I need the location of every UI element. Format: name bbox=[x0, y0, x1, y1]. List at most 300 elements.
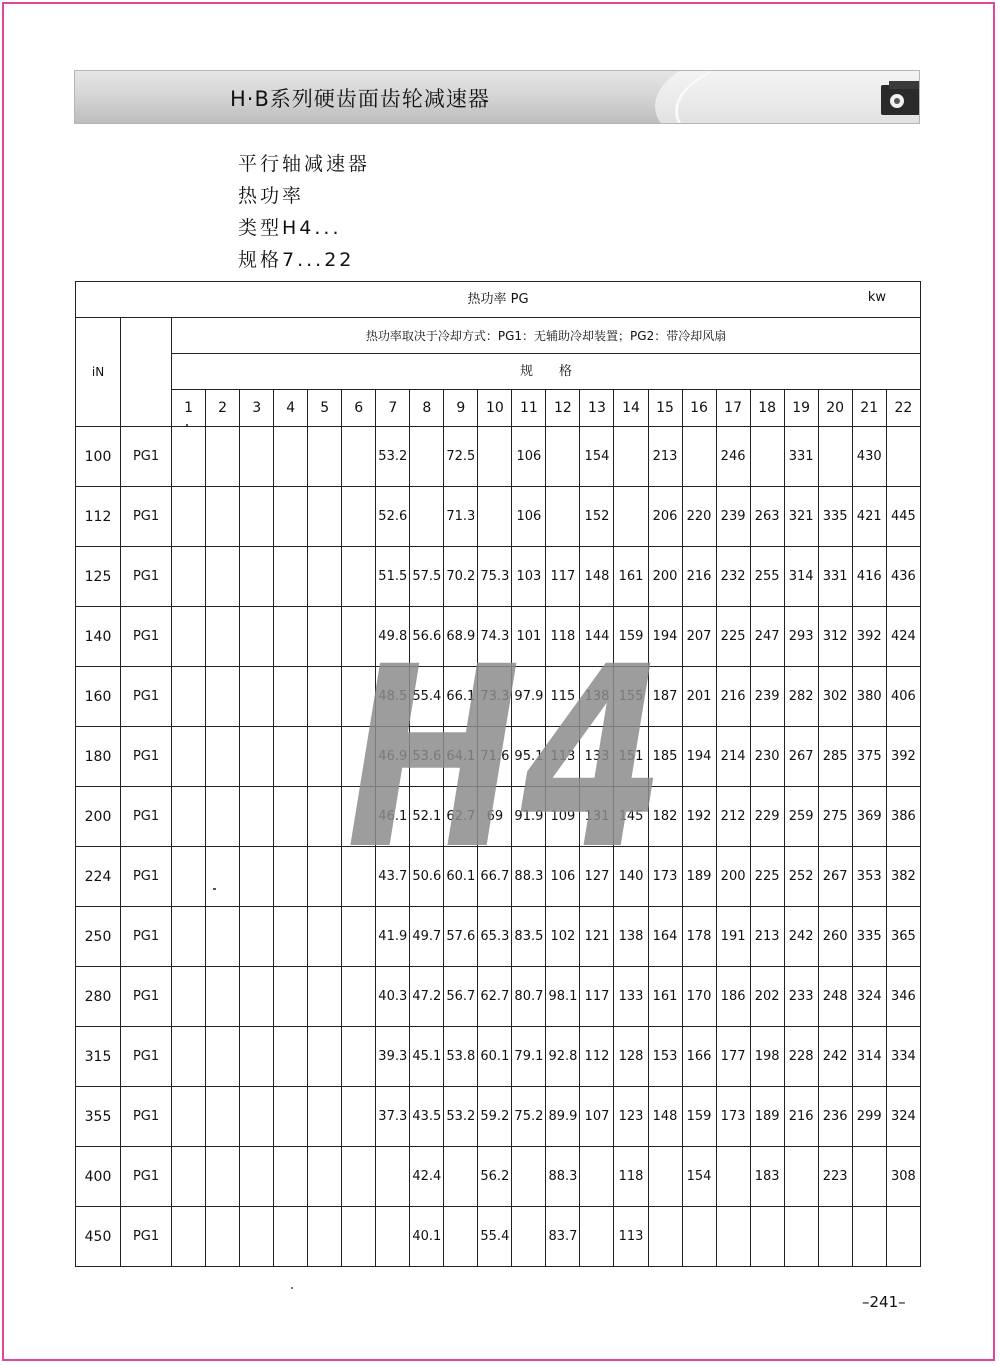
value-cell: 206 bbox=[648, 487, 682, 547]
value-cell: 260 bbox=[818, 907, 852, 967]
value-cell: 159 bbox=[614, 607, 648, 667]
type-cell: PG1 bbox=[121, 1207, 172, 1267]
value-cell: 207 bbox=[682, 607, 716, 667]
value-cell: 112 bbox=[580, 1027, 614, 1087]
value-cell bbox=[274, 967, 308, 1027]
value-cell bbox=[308, 607, 342, 667]
page-number: –241– bbox=[862, 1293, 906, 1311]
intro-line-4: 规格7...22 bbox=[238, 249, 355, 271]
value-cell: 118 bbox=[614, 1147, 648, 1207]
value-cell: 43.7 bbox=[376, 847, 410, 907]
table-row bbox=[76, 1027, 921, 1087]
size-header-17: 17 bbox=[716, 390, 750, 427]
value-cell: 200 bbox=[716, 847, 750, 907]
type-cell: PG1 bbox=[121, 907, 172, 967]
type-cell: PG1 bbox=[121, 427, 172, 487]
value-cell: 189 bbox=[750, 1087, 784, 1147]
value-cell: 229 bbox=[750, 787, 784, 847]
value-cell: 128 bbox=[614, 1027, 648, 1087]
table-row bbox=[76, 967, 921, 1027]
value-cell: 55.4 bbox=[478, 1207, 512, 1267]
value-cell: 246 bbox=[716, 427, 750, 487]
value-cell: 48.5 bbox=[376, 667, 410, 727]
value-cell bbox=[308, 1027, 342, 1087]
value-cell bbox=[342, 547, 376, 607]
value-cell: 212 bbox=[716, 787, 750, 847]
value-cell: 242 bbox=[784, 907, 818, 967]
value-cell: 117 bbox=[580, 967, 614, 1027]
value-cell: 88.3 bbox=[512, 847, 546, 907]
value-cell bbox=[308, 427, 342, 487]
value-cell: 314 bbox=[852, 1027, 886, 1087]
value-cell bbox=[342, 1147, 376, 1207]
value-cell bbox=[240, 1207, 274, 1267]
value-cell bbox=[342, 487, 376, 547]
value-cell: 52.1 bbox=[410, 787, 444, 847]
value-cell: 75.3 bbox=[478, 547, 512, 607]
value-cell bbox=[614, 427, 648, 487]
value-cell: 159 bbox=[682, 1087, 716, 1147]
ratio-cell: 160 bbox=[76, 667, 121, 727]
size-header-13: 13 bbox=[580, 390, 614, 427]
value-cell: 98.1 bbox=[546, 967, 580, 1027]
value-cell: 40.3 bbox=[376, 967, 410, 1027]
value-cell bbox=[274, 547, 308, 607]
value-cell bbox=[410, 487, 444, 547]
value-cell: 60.1 bbox=[444, 847, 478, 907]
value-cell: 57.6 bbox=[444, 907, 478, 967]
value-cell bbox=[274, 607, 308, 667]
value-cell: 102 bbox=[546, 907, 580, 967]
value-cell: 324 bbox=[852, 967, 886, 1027]
value-cell: 83.5 bbox=[512, 907, 546, 967]
value-cell: 50.6 bbox=[410, 847, 444, 907]
type-cell: PG1 bbox=[121, 607, 172, 667]
value-cell bbox=[444, 1207, 478, 1267]
value-cell: 166 bbox=[682, 1027, 716, 1087]
value-cell: 220 bbox=[682, 487, 716, 547]
in-label: iN bbox=[76, 318, 121, 427]
value-cell bbox=[580, 1207, 614, 1267]
value-cell: 89.9 bbox=[546, 1087, 580, 1147]
value-cell bbox=[444, 1147, 478, 1207]
value-cell: 52.6 bbox=[376, 487, 410, 547]
table-row bbox=[76, 487, 921, 547]
value-cell: 121 bbox=[580, 907, 614, 967]
value-cell: 225 bbox=[716, 607, 750, 667]
value-cell: 115 bbox=[546, 667, 580, 727]
value-cell: 382 bbox=[886, 847, 920, 907]
value-cell bbox=[274, 427, 308, 487]
value-cell: 56.7 bbox=[444, 967, 478, 1027]
value-cell bbox=[172, 667, 206, 727]
value-cell: 140 bbox=[614, 847, 648, 907]
value-cell bbox=[648, 1147, 682, 1207]
value-cell: 392 bbox=[852, 607, 886, 667]
value-cell: 106 bbox=[512, 487, 546, 547]
value-cell bbox=[546, 487, 580, 547]
value-cell: 153 bbox=[648, 1027, 682, 1087]
value-cell: 118 bbox=[546, 607, 580, 667]
value-cell: 228 bbox=[784, 1027, 818, 1087]
value-cell: 53.6 bbox=[410, 727, 444, 787]
value-cell bbox=[172, 607, 206, 667]
value-cell: 45.1 bbox=[410, 1027, 444, 1087]
value-cell: 49.8 bbox=[376, 607, 410, 667]
value-cell bbox=[206, 487, 240, 547]
value-cell bbox=[852, 1147, 886, 1207]
ratio-cell: 250 bbox=[76, 907, 121, 967]
value-cell: 145 bbox=[614, 787, 648, 847]
value-cell: 282 bbox=[784, 667, 818, 727]
value-cell bbox=[274, 847, 308, 907]
value-cell: 424 bbox=[886, 607, 920, 667]
size-header-12: 12 bbox=[546, 390, 580, 427]
value-cell: 53.8 bbox=[444, 1027, 478, 1087]
value-cell: 321 bbox=[784, 487, 818, 547]
value-cell: 113 bbox=[546, 727, 580, 787]
value-cell: 56.6 bbox=[410, 607, 444, 667]
value-cell: 201 bbox=[682, 667, 716, 727]
value-cell bbox=[818, 1207, 852, 1267]
type-cell: PG1 bbox=[121, 1087, 172, 1147]
value-cell: 46.9 bbox=[376, 727, 410, 787]
value-cell bbox=[308, 847, 342, 907]
value-cell bbox=[478, 427, 512, 487]
value-cell bbox=[342, 727, 376, 787]
value-cell bbox=[274, 667, 308, 727]
table-row bbox=[76, 787, 921, 847]
value-cell: 335 bbox=[818, 487, 852, 547]
value-cell: 214 bbox=[716, 727, 750, 787]
value-cell bbox=[206, 1207, 240, 1267]
value-cell: 331 bbox=[784, 427, 818, 487]
value-cell: 113 bbox=[614, 1207, 648, 1267]
value-cell: 248 bbox=[818, 967, 852, 1027]
value-cell bbox=[308, 1087, 342, 1147]
value-cell: 60.1 bbox=[478, 1027, 512, 1087]
value-cell: 239 bbox=[716, 487, 750, 547]
value-cell: 127 bbox=[580, 847, 614, 907]
value-cell: 148 bbox=[580, 547, 614, 607]
value-cell: 97.9 bbox=[512, 667, 546, 727]
value-cell bbox=[206, 1027, 240, 1087]
table-subtitle: 热功率取决于冷却方式：PG1：无辅助冷却装置；PG2：带冷却风扇 bbox=[172, 318, 921, 354]
ratio-cell: 450 bbox=[76, 1207, 121, 1267]
value-cell bbox=[172, 1027, 206, 1087]
value-cell: 353 bbox=[852, 847, 886, 907]
value-cell bbox=[240, 847, 274, 907]
size-header-1: 1 bbox=[172, 390, 206, 427]
value-cell: 152 bbox=[580, 487, 614, 547]
value-cell: 331 bbox=[818, 547, 852, 607]
value-cell: 198 bbox=[750, 1027, 784, 1087]
value-cell: 49.7 bbox=[410, 907, 444, 967]
value-cell bbox=[172, 1147, 206, 1207]
ratio-cell: 100 bbox=[76, 427, 121, 487]
type-cell: PG1 bbox=[121, 1147, 172, 1207]
value-cell bbox=[274, 1147, 308, 1207]
value-cell: 312 bbox=[818, 607, 852, 667]
value-cell: 64.1 bbox=[444, 727, 478, 787]
size-header-18: 18 bbox=[750, 390, 784, 427]
ratio-cell: 400 bbox=[76, 1147, 121, 1207]
value-cell: 123 bbox=[614, 1087, 648, 1147]
value-cell: 302 bbox=[818, 667, 852, 727]
value-cell bbox=[342, 907, 376, 967]
value-cell: 192 bbox=[682, 787, 716, 847]
size-header-8: 8 bbox=[410, 390, 444, 427]
value-cell bbox=[274, 487, 308, 547]
value-cell bbox=[240, 1087, 274, 1147]
thermal-power-table bbox=[75, 281, 921, 1267]
value-cell bbox=[240, 727, 274, 787]
value-cell bbox=[342, 607, 376, 667]
value-cell bbox=[886, 1207, 920, 1267]
ratio-cell: 224 bbox=[76, 847, 121, 907]
size-header-6: 6 bbox=[342, 390, 376, 427]
value-cell: 106 bbox=[546, 847, 580, 907]
intro-line-2: 热功率 bbox=[238, 185, 305, 207]
size-header-row bbox=[76, 390, 921, 427]
value-cell: 62.7 bbox=[444, 787, 478, 847]
value-cell: 267 bbox=[784, 727, 818, 787]
value-cell: 88.3 bbox=[546, 1147, 580, 1207]
value-cell bbox=[682, 1207, 716, 1267]
value-cell bbox=[172, 787, 206, 847]
value-cell bbox=[206, 787, 240, 847]
value-cell: 430 bbox=[852, 427, 886, 487]
ratio-cell: 140 bbox=[76, 607, 121, 667]
value-cell: 334 bbox=[886, 1027, 920, 1087]
value-cell bbox=[342, 1027, 376, 1087]
size-header-16: 16 bbox=[682, 390, 716, 427]
value-cell: 186 bbox=[716, 967, 750, 1027]
value-cell: 42.4 bbox=[410, 1147, 444, 1207]
value-cell: 386 bbox=[886, 787, 920, 847]
gear-reducer-icon bbox=[875, 79, 920, 119]
value-cell bbox=[308, 787, 342, 847]
value-cell bbox=[206, 1087, 240, 1147]
value-cell: 239 bbox=[750, 667, 784, 727]
value-cell: 106 bbox=[512, 427, 546, 487]
value-cell bbox=[172, 847, 206, 907]
value-cell: 154 bbox=[580, 427, 614, 487]
size-header-22: 22 bbox=[886, 390, 920, 427]
value-cell: 83.7 bbox=[546, 1207, 580, 1267]
value-cell bbox=[206, 907, 240, 967]
value-cell: 69 bbox=[478, 787, 512, 847]
value-cell bbox=[274, 1087, 308, 1147]
value-cell bbox=[716, 1207, 750, 1267]
value-cell: 161 bbox=[614, 547, 648, 607]
value-cell bbox=[308, 967, 342, 1027]
value-cell: 59.2 bbox=[478, 1087, 512, 1147]
value-cell: 416 bbox=[852, 547, 886, 607]
value-cell: 324 bbox=[886, 1087, 920, 1147]
value-cell bbox=[172, 1207, 206, 1267]
type-header bbox=[121, 318, 172, 427]
value-cell: 375 bbox=[852, 727, 886, 787]
header-title: H·B系列硬齿面齿轮减速器 bbox=[230, 87, 490, 111]
value-cell bbox=[206, 607, 240, 667]
value-cell: 51.5 bbox=[376, 547, 410, 607]
value-cell: 380 bbox=[852, 667, 886, 727]
value-cell: 66.1 bbox=[444, 667, 478, 727]
value-cell bbox=[274, 1207, 308, 1267]
value-cell bbox=[342, 967, 376, 1027]
value-cell bbox=[172, 487, 206, 547]
value-cell bbox=[308, 547, 342, 607]
value-cell: 285 bbox=[818, 727, 852, 787]
value-cell: 213 bbox=[648, 427, 682, 487]
intro-line-3: 类型H4... bbox=[238, 217, 342, 239]
value-cell bbox=[546, 427, 580, 487]
size-group-label: 规 格 bbox=[172, 354, 921, 390]
value-cell bbox=[376, 1207, 410, 1267]
value-cell: 161 bbox=[648, 967, 682, 1027]
value-cell: 164 bbox=[648, 907, 682, 967]
value-cell: 91.9 bbox=[512, 787, 546, 847]
value-cell: 66.7 bbox=[478, 847, 512, 907]
value-cell: 62.7 bbox=[478, 967, 512, 1027]
value-cell: 41.9 bbox=[376, 907, 410, 967]
value-cell: 144 bbox=[580, 607, 614, 667]
value-cell: 43.5 bbox=[410, 1087, 444, 1147]
value-cell: 73.3 bbox=[478, 667, 512, 727]
value-cell: 107 bbox=[580, 1087, 614, 1147]
value-cell bbox=[206, 1147, 240, 1207]
size-header-3: 3 bbox=[240, 390, 274, 427]
value-cell bbox=[206, 667, 240, 727]
value-cell bbox=[784, 1207, 818, 1267]
value-cell: 182 bbox=[648, 787, 682, 847]
value-cell: 436 bbox=[886, 547, 920, 607]
value-cell: 75.2 bbox=[512, 1087, 546, 1147]
size-header-11: 11 bbox=[512, 390, 546, 427]
watermark-text: H4 bbox=[346, 640, 666, 870]
value-cell: 92.8 bbox=[546, 1027, 580, 1087]
value-cell: 80.7 bbox=[512, 967, 546, 1027]
value-cell: 194 bbox=[682, 727, 716, 787]
type-cell: PG1 bbox=[121, 487, 172, 547]
value-cell: 233 bbox=[784, 967, 818, 1027]
table-row bbox=[76, 907, 921, 967]
value-cell: 56.2 bbox=[478, 1147, 512, 1207]
value-cell: 232 bbox=[716, 547, 750, 607]
table-row bbox=[76, 607, 921, 667]
value-cell: 133 bbox=[580, 727, 614, 787]
ratio-cell: 280 bbox=[76, 967, 121, 1027]
value-cell: 421 bbox=[852, 487, 886, 547]
value-cell: 138 bbox=[580, 667, 614, 727]
size-header-5: 5 bbox=[308, 390, 342, 427]
value-cell bbox=[274, 1027, 308, 1087]
value-cell bbox=[274, 727, 308, 787]
value-cell: 230 bbox=[750, 727, 784, 787]
value-cell bbox=[342, 1207, 376, 1267]
ratio-cell: 355 bbox=[76, 1087, 121, 1147]
value-cell: 202 bbox=[750, 967, 784, 1027]
value-cell: 46.1 bbox=[376, 787, 410, 847]
value-cell: 263 bbox=[750, 487, 784, 547]
value-cell: 71.6 bbox=[478, 727, 512, 787]
value-cell bbox=[614, 487, 648, 547]
value-cell: 155 bbox=[614, 667, 648, 727]
value-cell: 133 bbox=[614, 967, 648, 1027]
value-cell: 216 bbox=[716, 667, 750, 727]
value-cell bbox=[274, 787, 308, 847]
value-cell bbox=[682, 427, 716, 487]
intro-text bbox=[238, 148, 370, 276]
size-header-15: 15 bbox=[648, 390, 682, 427]
value-cell: 71.3 bbox=[444, 487, 478, 547]
value-cell: 183 bbox=[750, 1147, 784, 1207]
value-cell bbox=[342, 847, 376, 907]
value-cell bbox=[512, 1147, 546, 1207]
table-row bbox=[76, 1207, 921, 1267]
value-cell: 223 bbox=[818, 1147, 852, 1207]
value-cell: 255 bbox=[750, 547, 784, 607]
value-cell: 308 bbox=[886, 1147, 920, 1207]
value-cell: 154 bbox=[682, 1147, 716, 1207]
size-header-19: 19 bbox=[784, 390, 818, 427]
value-cell: 189 bbox=[682, 847, 716, 907]
value-cell: 170 bbox=[682, 967, 716, 1027]
value-cell bbox=[308, 487, 342, 547]
value-cell: 65.3 bbox=[478, 907, 512, 967]
value-cell bbox=[206, 547, 240, 607]
value-cell bbox=[342, 667, 376, 727]
value-cell bbox=[750, 427, 784, 487]
value-cell bbox=[512, 1207, 546, 1267]
value-cell bbox=[308, 667, 342, 727]
value-cell: 70.2 bbox=[444, 547, 478, 607]
value-cell: 53.2 bbox=[376, 427, 410, 487]
ratio-cell: 180 bbox=[76, 727, 121, 787]
value-cell: 40.1 bbox=[410, 1207, 444, 1267]
value-cell: 314 bbox=[784, 547, 818, 607]
value-cell bbox=[342, 1087, 376, 1147]
intro-line-1: 平行轴减速器 bbox=[238, 153, 371, 175]
value-cell bbox=[206, 727, 240, 787]
value-cell bbox=[240, 787, 274, 847]
value-cell: 39.3 bbox=[376, 1027, 410, 1087]
value-cell: 335 bbox=[852, 907, 886, 967]
value-cell bbox=[240, 427, 274, 487]
value-cell bbox=[172, 1087, 206, 1147]
header-banner bbox=[74, 70, 920, 124]
value-cell: 236 bbox=[818, 1087, 852, 1147]
ratio-cell: 125 bbox=[76, 547, 121, 607]
value-cell bbox=[172, 967, 206, 1027]
size-header-20: 20 bbox=[818, 390, 852, 427]
value-cell: 151 bbox=[614, 727, 648, 787]
size-header-2: 2 bbox=[206, 390, 240, 427]
value-cell: 185 bbox=[648, 727, 682, 787]
size-header-4: 4 bbox=[274, 390, 308, 427]
value-cell: 47.2 bbox=[410, 967, 444, 1027]
table-row bbox=[76, 1147, 921, 1207]
value-cell: 53.2 bbox=[444, 1087, 478, 1147]
value-cell bbox=[240, 607, 274, 667]
size-header-7: 7 bbox=[376, 390, 410, 427]
value-cell: 95.1 bbox=[512, 727, 546, 787]
table-row bbox=[76, 727, 921, 787]
type-cell: PG1 bbox=[121, 547, 172, 607]
ratio-cell: 112 bbox=[76, 487, 121, 547]
ratio-cell: 200 bbox=[76, 787, 121, 847]
